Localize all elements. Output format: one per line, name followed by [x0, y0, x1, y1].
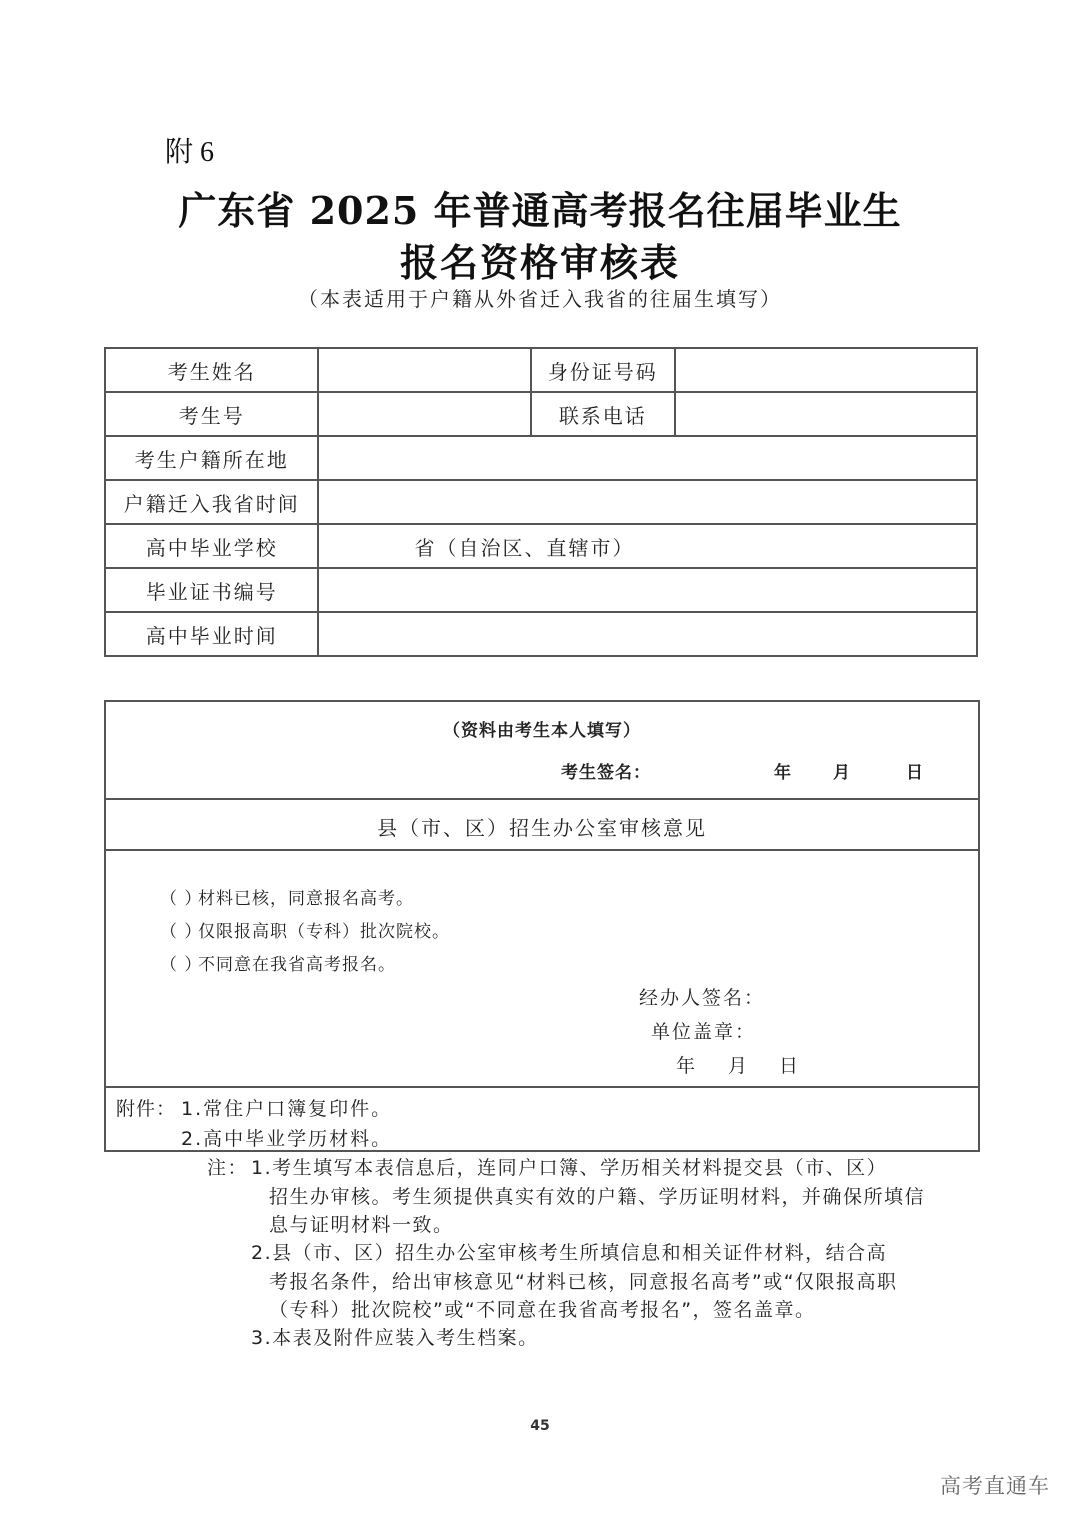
review-box: [104, 700, 980, 1152]
student-sign-month: 月: [833, 763, 850, 783]
attachment-item: 1.常住户口簿复印件。: [181, 1098, 393, 1120]
note-continuation: 考报名条件，给出审核意见“材料已核，同意报名高考”或“仅限报高职（专科）批次院校”或“不同意在我省高考报名”，签名盖章。: [269, 1270, 898, 1321]
label-student-name: 考生姓名: [105, 348, 318, 392]
student-number-field[interactable]: [318, 392, 531, 436]
page-subtitle: （本表适用于户籍从外省迁入我省的往届生填写）: [298, 287, 782, 311]
office-date-year: 年: [676, 1055, 696, 1077]
office-date-day: 日: [779, 1055, 799, 1077]
page-title-line2: 报名资格审核表: [399, 240, 680, 285]
office-date-month: 月: [728, 1055, 748, 1077]
table-row: [105, 392, 977, 436]
page-number: 45: [530, 1418, 550, 1434]
high-school-field[interactable]: 省（自治区、直辖市）: [318, 524, 977, 568]
note-item: [251, 1239, 931, 1325]
review-option-reject[interactable]: [160, 950, 396, 975]
watermark: 高考直通车: [940, 1474, 1050, 1498]
label-certificate-number: 毕业证书编号: [105, 568, 318, 612]
student-sign-day: 日: [906, 763, 923, 783]
review-option-vocational-only[interactable]: [160, 917, 450, 942]
table-row: [105, 480, 977, 524]
page-title-line1: 广东省 2025 年普通高考报名往届毕业生: [178, 188, 902, 233]
label-household-move-time: 户籍迁入我省时间: [105, 480, 318, 524]
attachment-item: 2.高中毕业学历材料。: [181, 1128, 393, 1150]
review-option-approve[interactable]: [160, 884, 414, 909]
info-table: [104, 347, 978, 657]
note-first-line: 3.本表及附件应装入考生档案。: [251, 1327, 539, 1349]
household-move-time-field[interactable]: [318, 480, 977, 524]
phone-field[interactable]: [675, 392, 977, 436]
label-household-location: 考生户籍所在地: [105, 436, 318, 480]
note-first-line: 2.县（市、区）招生办公室审核考生所填信息和相关证件材料，结合高: [251, 1242, 888, 1264]
student-declaration-section: [106, 702, 978, 800]
option-checkbox[interactable]: （ ）: [160, 922, 203, 942]
option-checkbox[interactable]: （ ）: [160, 955, 203, 975]
table-row: [105, 612, 977, 656]
label-phone: 联系电话: [531, 392, 675, 436]
student-signature-label: 考生签名：: [561, 763, 651, 783]
note-continuation: 招生办审核。考生须提供真实有效的户籍、学历证明材料，并确保所填信息与证明材料一致。: [269, 1185, 926, 1236]
label-student-number: 考生号: [105, 392, 318, 436]
certificate-number-field[interactable]: [318, 568, 977, 612]
office-title-section: [106, 800, 978, 851]
student-sign-year: 年: [774, 763, 791, 783]
handler-signature-label: 经办人签名：: [639, 987, 766, 1009]
attachment-number: 附 6: [165, 137, 215, 168]
household-location-field[interactable]: [318, 436, 977, 480]
table-row: [105, 348, 977, 392]
attachments-section: [106, 1088, 978, 1150]
option-text: 不同意在我省高考报名。: [198, 955, 396, 975]
office-review-title: 县（市、区）招生办公室审核意见: [377, 816, 707, 840]
office-review-section: [106, 851, 978, 1088]
notes-label: 注：: [207, 1157, 249, 1179]
table-row: [105, 524, 977, 568]
unit-stamp-label: 单位盖章：: [651, 1021, 757, 1043]
label-id-number: 身份证号码: [531, 348, 675, 392]
table-row: [105, 568, 977, 612]
fill-note: （资料由考生本人填写）: [443, 721, 641, 741]
option-text: 材料已核，同意报名高考。: [198, 889, 414, 909]
option-text: 仅限报高职（专科）批次院校。: [198, 922, 450, 942]
graduation-time-field[interactable]: [318, 612, 977, 656]
note-item: [251, 1324, 931, 1353]
student-name-field[interactable]: [318, 348, 531, 392]
id-number-field[interactable]: [675, 348, 977, 392]
label-graduation-time: 高中毕业时间: [105, 612, 318, 656]
option-checkbox[interactable]: （ ）: [160, 889, 203, 909]
note-first-line: 1.考生填写本表信息后，连同户口簿、学历相关材料提交县（市、区）: [251, 1157, 888, 1179]
table-row: [105, 436, 977, 480]
attachments-label: 附件：: [116, 1098, 177, 1120]
note-item: [251, 1154, 931, 1240]
label-high-school: 高中毕业学校: [105, 524, 318, 568]
